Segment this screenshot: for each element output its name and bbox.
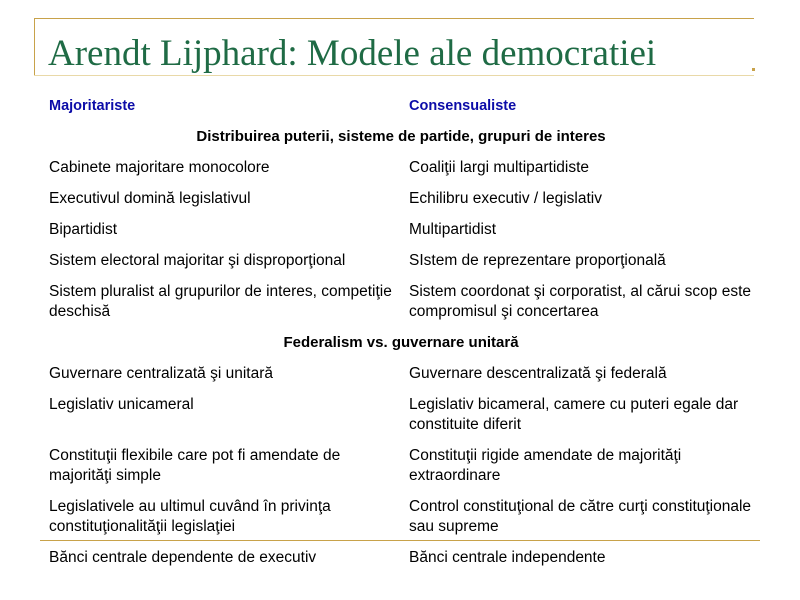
majoritarian-cell: Executivul domină legislativul [49, 190, 251, 207]
consensual-cell: Coaliţii largi multipartidiste [409, 159, 590, 176]
consensual-cell: Multipartidist [409, 221, 496, 238]
majoritarian-cell: Sistem electoral majoritar şi disproporţional [49, 252, 346, 269]
frame-bottom-line [40, 540, 760, 541]
table-row [42, 247, 760, 278]
majoritarian-cell: Legislativele au ultimul cuvând în privinţa constituţionalităţii legislaţiei [49, 498, 331, 535]
column-header-consensual: Consensualiste [409, 98, 517, 114]
table-row [42, 493, 760, 544]
consensual-cell: Echilibru executiv / legislativ [409, 190, 602, 207]
section-heading: Distribuirea puterii, sisteme de partide, grupuri de interes [196, 128, 606, 145]
section-heading: Federalism vs. guvernare unitară [283, 334, 519, 351]
table-row [42, 360, 760, 391]
table-row [42, 185, 760, 216]
majoritarian-cell: Sistem pluralist al grupurilor de interes, competiţie deschisă [49, 283, 392, 320]
majoritarian-cell: Bănci centrale dependente de executiv [49, 549, 317, 566]
section-heading-row [42, 123, 760, 154]
consensual-cell: Guvernare descentralizată şi federală [409, 365, 667, 382]
frame-top-line [34, 18, 754, 19]
table-row [42, 544, 760, 575]
majoritarian-cell: Legislativ unicameral [49, 396, 194, 413]
majoritarian-cell: Cabinete majoritare monocolore [49, 159, 270, 176]
table-row [42, 391, 760, 442]
section-heading-row [42, 329, 760, 360]
consensual-cell: Control constituţional de către curţi constituţionale sau supreme [409, 498, 752, 535]
frame-left-line [34, 18, 35, 76]
table-row [42, 216, 760, 247]
column-header-majoritarian: Majoritariste [49, 98, 136, 114]
consensual-cell: Bănci centrale independente [409, 549, 606, 566]
consensual-cell: Legislativ bicameral, camere cu puteri egale dar constituite diferit [409, 396, 739, 433]
majoritarian-cell: Constituţii flexibile care pot fi amendate de majorităţi simple [49, 447, 341, 484]
column-header-row [42, 92, 760, 123]
consensual-cell: Sistem coordonat şi corporatist, al cărui scop este compromisul şi concertarea [409, 283, 752, 320]
table-row [42, 278, 760, 329]
comparison-table [42, 92, 760, 575]
majoritarian-cell: Bipartidist [49, 221, 118, 238]
consensual-cell: SIstem de reprezentare proporţională [409, 252, 666, 269]
slide-title: Arendt Lijphard: Modele ale democratiei [48, 33, 657, 74]
majoritarian-cell: Guvernare centralizată şi unitară [49, 365, 274, 382]
consensual-cell: Constituţii rigide amendate de majorităţi extraordinare [409, 447, 682, 484]
title-accent-dot [752, 68, 755, 71]
table-row [42, 154, 760, 185]
table-row [42, 442, 760, 493]
